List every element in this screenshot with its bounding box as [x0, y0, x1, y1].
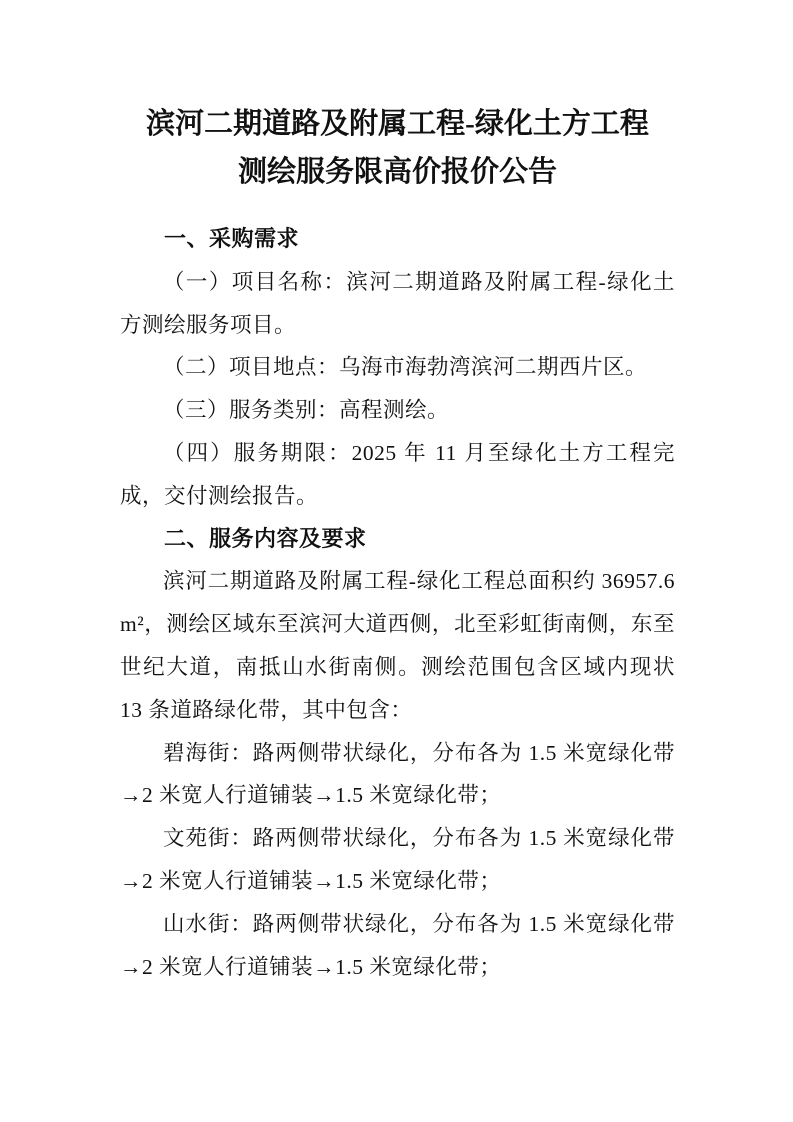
body-paragraph: 文苑街：路两侧带状绿化，分布各为 1.5 米宽绿化带→2 米宽人行道铺装→1.5 米宽绿化带； — [120, 826, 675, 893]
section-heading: 二、服务内容及要求 — [164, 525, 367, 551]
document-body — [120, 218, 675, 988]
section-heading: 一、采购需求 — [164, 226, 300, 251]
body-paragraph: 碧海街：路两侧带状绿化，分布各为 1.5 米宽绿化带→2 米宽人行道铺装→1.5 米宽绿化带； — [120, 740, 675, 808]
body-paragraph: （三）服务类别：高程测绘。 — [163, 398, 450, 423]
body-paragraph: （四）服务期限：2025 年 11 月至绿化土方工程完成，交付测绘报告。 — [120, 440, 675, 508]
body-paragraph: 滨河二期道路及附属工程-绿化工程总面积约 36957.6 m²，测绘区域东至滨河大道西侧，北至彩虹街南侧，东至世纪大道，南抵山水街南侧。测绘范围包含区域内现状 13 条道路绿化带，其中包含： — [120, 569, 675, 722]
body-paragraph: （二）项目地点：乌海市海勃湾滨河二期西片区。 — [163, 355, 648, 380]
body-paragraph: （一）项目名称：滨河二期道路及附属工程-绿化土方测绘服务项目。 — [120, 269, 675, 337]
document-title-line-2: 测绘服务限高价报价公告 — [237, 156, 557, 188]
body-paragraph: 山水街：路两侧带状绿化，分布各为 1.5 米宽绿化带→2 米宽人行道铺装→1.5 米宽绿化带； — [120, 911, 675, 979]
document-title — [120, 100, 675, 196]
document-title-line-1: 滨河二期道路及附属工程-绿化土方工程 — [146, 108, 649, 140]
